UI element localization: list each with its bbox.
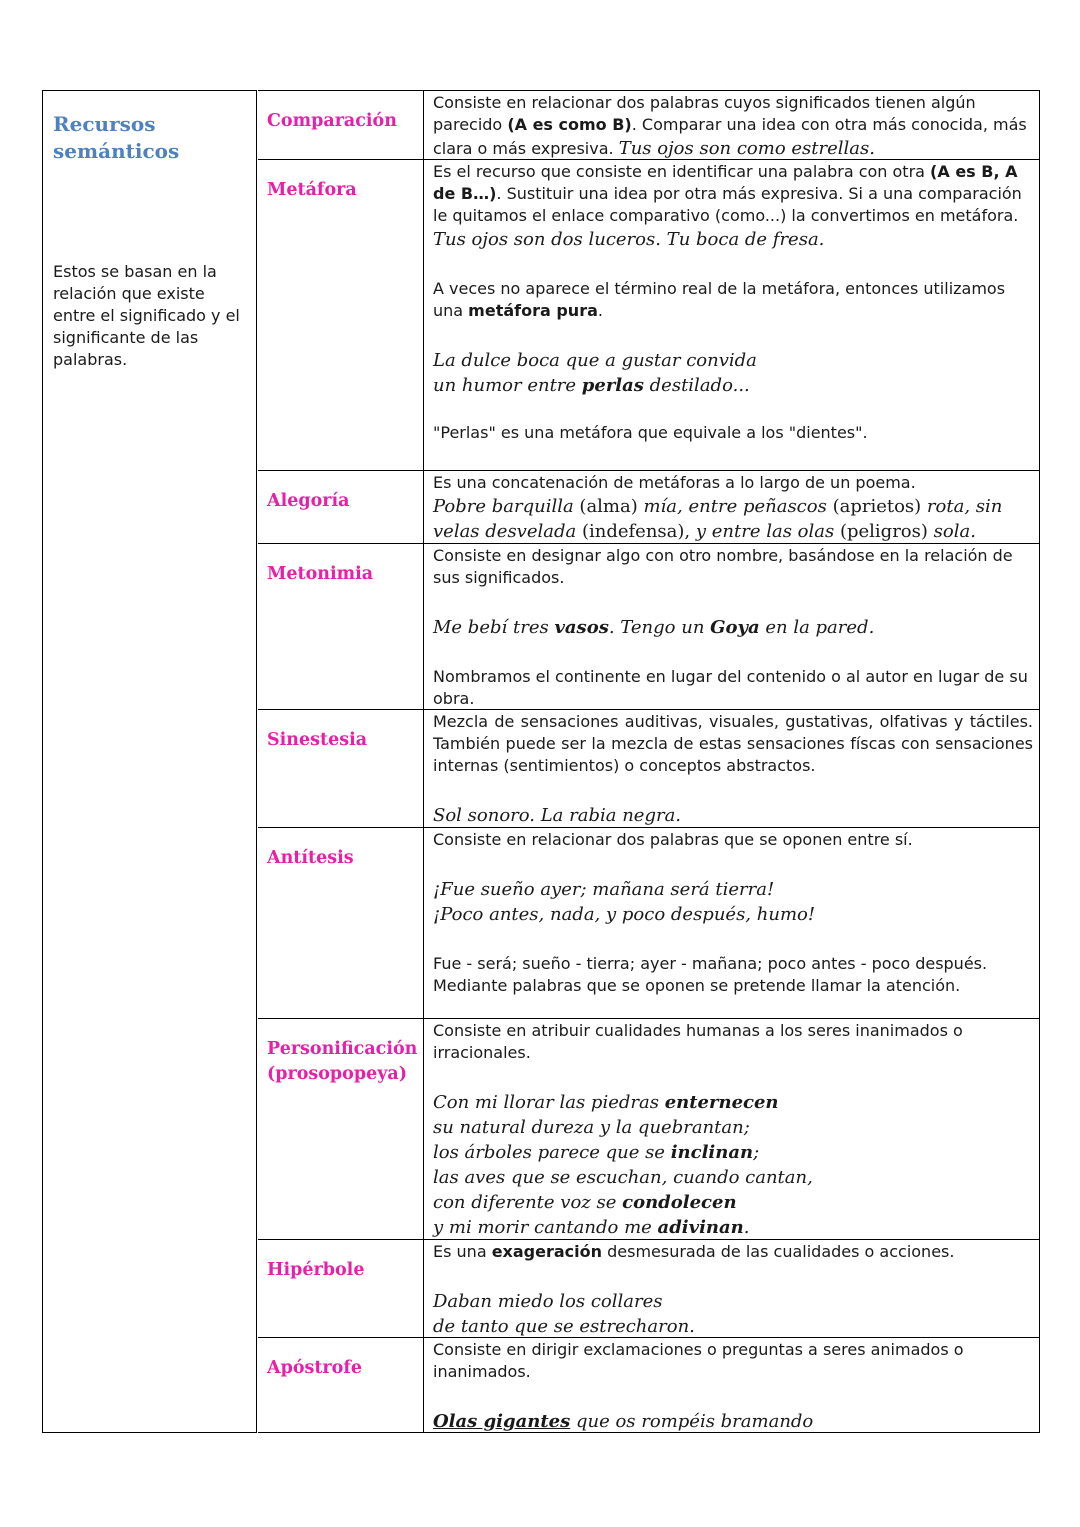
alegoria-ex-4: y entre las olas [695, 521, 835, 542]
hiperbole-verse-2: de tanto que se estrecharon. [433, 1316, 695, 1337]
row-personificacion [258, 1019, 1040, 1240]
pers-v3-pre: los árboles parece que se [433, 1142, 671, 1163]
alegoria-ex-2b: (aprietos) [826, 496, 927, 517]
alegoria-example [433, 494, 1033, 544]
personificacion-verse-1 [433, 1090, 1033, 1115]
personificacion-verse-4: las aves que se escuchan, cuando cantan, [433, 1167, 813, 1188]
definition-apostrofe [424, 1338, 1040, 1433]
comparacion-text-2: . Comparar una idea con otra más conocida, más clara o más expresiva. [433, 115, 1027, 158]
hiperbole-text-bold: exageración [491, 1242, 603, 1261]
pers-v3-post: ; [753, 1142, 760, 1163]
row-alegoria [258, 471, 1040, 544]
sinestesia-example: Sol sonoro. La rabia negra. [433, 805, 682, 826]
sinestesia-text: Mezcla de sensaciones auditivas, visuales, gustativas, olfativas y táctiles. También puede ser la mezcla de estas sensaciones físcas con sensaciones internas (sentimientos) o conceptos abstractos. [433, 712, 1033, 775]
definition-antitesis [424, 828, 1040, 1019]
pers-v5-pre: con diferente voz se [433, 1192, 623, 1213]
row-apostrofe [258, 1338, 1040, 1433]
row-hiperbole [258, 1240, 1040, 1338]
pers-v1-bold: enternecen [664, 1092, 779, 1113]
alegoria-ex-3b: (indefensa), [576, 521, 696, 542]
metonimia-text-2: Nombramos el continente en lugar del contenido o al autor en lugar de su obra. [433, 667, 1028, 708]
apostrofe-verse [433, 1409, 1033, 1433]
definition-metonimia [424, 544, 1040, 710]
definition-comparacion [424, 90, 1040, 160]
alegoria-ex-1b: (alma) [573, 496, 644, 517]
personificacion-verse-3 [433, 1140, 1033, 1165]
hiperbole-text-pre: Es una [433, 1242, 492, 1261]
metafora-pure-term: metáfora pura [468, 301, 598, 320]
pers-v6-bold: adivinan [657, 1217, 744, 1238]
pers-v1-pre: Con mi llorar las piedras [433, 1092, 665, 1113]
apostrofe-verse-bold: Olas gigantes [433, 1411, 571, 1432]
antitesis-verse-2: ¡Poco antes, nada, y poco después, humo! [433, 904, 816, 925]
term-metonimia: Metonimia [258, 544, 424, 710]
pers-v5-bold: condolecen [622, 1192, 737, 1213]
pers-v6-pre: y mi morir cantando me [433, 1217, 658, 1238]
term-apostrofe: Apóstrofe [258, 1338, 424, 1433]
metonimia-ex-3: en la pared. [759, 617, 875, 638]
definition-metafora [424, 160, 1040, 471]
personificacion-text: Consiste en atribuir cualidades humanas a los seres inanimados o irracionales. [433, 1021, 963, 1062]
alegoria-ex-1: Pobre barquilla [433, 496, 574, 517]
comparacion-text: Consiste en relacionar dos palabras cuyos significados tienen algún parecido [433, 93, 976, 134]
alegoria-ex-4b: (peligros) [834, 521, 934, 542]
definition-personificacion [424, 1019, 1040, 1240]
row-comparacion [258, 90, 1040, 160]
metafora-note: "Perlas" es una metáfora que equivale a los "dientes". [433, 423, 868, 442]
row-metonimia [258, 544, 1040, 710]
alegoria-ex-3: rota, sin velas desvelada [433, 496, 1003, 542]
antitesis-verse-1: ¡Fue sueño ayer; mañana será tierra! [433, 879, 775, 900]
comparacion-example: Tus ojos son como estrellas. [618, 138, 875, 159]
term-sinestesia: Sinestesia [258, 710, 424, 828]
apostrofe-verse-post: que os rompéis bramando [570, 1411, 814, 1432]
hiperbole-text [433, 1241, 1033, 1263]
comparacion-formula: (A es como B) [507, 115, 632, 134]
row-sinestesia [258, 710, 1040, 828]
category-description: Estos se basan en la relación que existe entre el significado y el significante de las palabras. [53, 262, 240, 369]
definition-alegoria [424, 471, 1040, 544]
metonimia-ex-1: Me bebí tres [433, 617, 555, 638]
term-personificacion: Personificación (prosopopeya) [258, 1019, 424, 1240]
term-comparacion: Comparación [258, 90, 424, 160]
metafora-pure-intro: A veces no aparece el término real de la metáfora, entonces utilizamos una [433, 279, 1006, 320]
metonimia-ex-bold-2: Goya [710, 617, 760, 638]
hiperbole-text-post: desmesurada de las cualidades o acciones. [602, 1242, 955, 1261]
pers-v3-bold: inclinan [670, 1142, 754, 1163]
category-cell [42, 90, 257, 1433]
term-hiperbole: Hipérbole [258, 1240, 424, 1338]
metafora-verse-2 [433, 373, 1033, 398]
metafora-text: Es el recurso que consiste en identificar una palabra con otra [433, 162, 931, 181]
term-antitesis: Antítesis [258, 828, 424, 1019]
metafora-verse-2-bold: perlas [581, 375, 644, 396]
category-title: Recursos semánticos [53, 112, 180, 163]
metonimia-ex-2: . Tengo un [608, 617, 711, 638]
alegoria-text: Es una concatenación de metáforas a lo largo de un poema. [433, 473, 916, 492]
hiperbole-verse-1: Daban miedo los collares [433, 1291, 663, 1312]
antitesis-pairs: Fue - será; sueño - tierra; ayer - mañana; poco antes - poco después. [433, 954, 988, 973]
metonimia-ex-bold-1: vasos [554, 617, 609, 638]
metafora-formula: (A es B, A de B…) [433, 162, 1018, 203]
metafora-example: Tus ojos son dos luceros. Tu boca de fresa. [433, 229, 825, 250]
antitesis-text: Consiste en relacionar dos palabras que se oponen entre sí. [433, 830, 913, 849]
metonimia-text: Consiste en designar algo con otro nombre, basándose en la relación de sus significados. [433, 546, 1013, 587]
metafora-pure-end: . [597, 301, 603, 320]
alegoria-ex-5: sola. [933, 521, 976, 542]
metonimia-example [433, 615, 1033, 640]
term-metafora: Metáfora [258, 160, 424, 471]
pers-v6-post: . [743, 1217, 750, 1238]
personificacion-verse-5 [433, 1190, 1033, 1215]
definition-sinestesia [424, 710, 1040, 828]
definition-hiperbole [424, 1240, 1040, 1338]
apostrofe-text: Consiste en dirigir exclamaciones o preguntas a seres animados o inanimados. [433, 1340, 964, 1381]
metafora-verse-1: La dulce boca que a gustar convida [433, 350, 757, 371]
row-metafora [258, 160, 1040, 471]
personificacion-verse-2: su natural dureza y la quebrantan; [433, 1117, 750, 1138]
term-alegoria: Alegoría [258, 471, 424, 544]
metafora-verse-2-post: destilado... [643, 375, 750, 396]
alegoria-ex-2: mía, entre peñascos [643, 496, 827, 517]
metafora-text-2: . Sustituir una idea por otra más expresiva. Si a una comparación le quitamos el enlace comparativo (como...) la convertimos en metáfora. [433, 184, 1022, 225]
metafora-verse-2-pre: un humor entre [433, 375, 582, 396]
row-antitesis [258, 828, 1040, 1019]
antitesis-text-3: Mediante palabras que se oponen se pretende llamar la atención. [433, 976, 961, 995]
personificacion-verse-6 [433, 1215, 1033, 1240]
